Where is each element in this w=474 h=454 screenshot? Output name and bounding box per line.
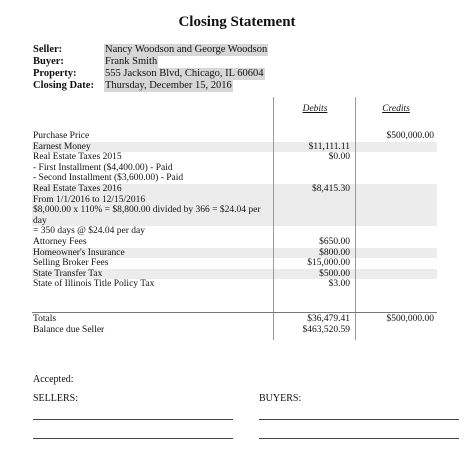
row-credit: $500,000.00 [386, 131, 434, 141]
row-debit: $15,000.00 [307, 258, 350, 269]
row-debit: $0.00 [328, 152, 350, 163]
page-title: Closing Statement [178, 14, 296, 30]
row-debit: $650.00 [319, 237, 350, 247]
row-description: State Transfer Tax [33, 268, 103, 279]
row-debit: $3.00 [328, 279, 350, 290]
row-debit: $500.00 [319, 268, 350, 279]
row-debit: $11,111.11 [308, 141, 350, 152]
totals-label: Totals [33, 314, 57, 324]
row-description: State of Illinois Title Policy Tax [33, 279, 155, 290]
seller-signature-line-2 [33, 438, 233, 439]
party-value: Nancy Woodson and George Woodson [105, 44, 268, 55]
party-value: Thursday, December 15, 2016 [105, 80, 232, 91]
row-shading [32, 216, 437, 227]
row-description: From 1/1/2016 to 12/15/2016 [33, 194, 146, 205]
row-shading [32, 142, 437, 153]
party-value: 555 Jackson Blvd, Chicago, IL 60604 [105, 68, 264, 79]
row-description: Selling Broker Fees [33, 258, 109, 269]
buyer-signature-line-2 [259, 438, 459, 439]
row-description: day [33, 215, 47, 226]
party-label: Seller: [33, 44, 63, 55]
balance-label: Balance due Seller [33, 325, 105, 335]
row-description: - First Installment ($4,400.00) - Paid [33, 162, 173, 173]
row-debit: $8,415.30 [312, 184, 350, 194]
balance-debit: $463,520.59 [302, 325, 350, 335]
totals-rule [32, 312, 437, 313]
row-description: = 350 days @ $24.04 per day [33, 226, 145, 237]
column-divider-left [273, 97, 274, 340]
debits-header: Debits [302, 104, 328, 114]
buyers-label: BUYERS: [259, 393, 302, 404]
accepted-label: Accepted: [33, 374, 74, 385]
sellers-label: SELLERS: [33, 393, 79, 404]
row-description: Attorney Fees [33, 237, 87, 247]
row-description: - Second Installment ($3,600.00) - Paid [33, 173, 184, 184]
row-debit: $800.00 [319, 247, 350, 258]
totals-credit: $500,000.00 [386, 314, 434, 324]
row-description: $8,000.00 x 110% = $8,800.00 divided by 366 = $24.04 per [33, 205, 261, 216]
column-divider-right [355, 97, 356, 340]
party-label: Property: [33, 68, 77, 79]
row-description: Earnest Money [33, 141, 91, 152]
row-description: Real Estate Taxes 2016 [33, 184, 122, 194]
party-value: Frank Smith [105, 56, 158, 67]
buyer-signature-line-1 [259, 419, 459, 420]
party-label: Closing Date: [33, 80, 94, 91]
party-label: Buyer: [33, 56, 64, 67]
seller-signature-line-1 [33, 419, 233, 420]
totals-debit: $36,479.41 [307, 314, 350, 324]
row-description: Homeowner's Insurance [33, 247, 125, 258]
row-description: Purchase Price [33, 131, 90, 141]
row-description: Real Estate Taxes 2015 [33, 152, 122, 163]
credits-header: Credits [382, 104, 410, 114]
